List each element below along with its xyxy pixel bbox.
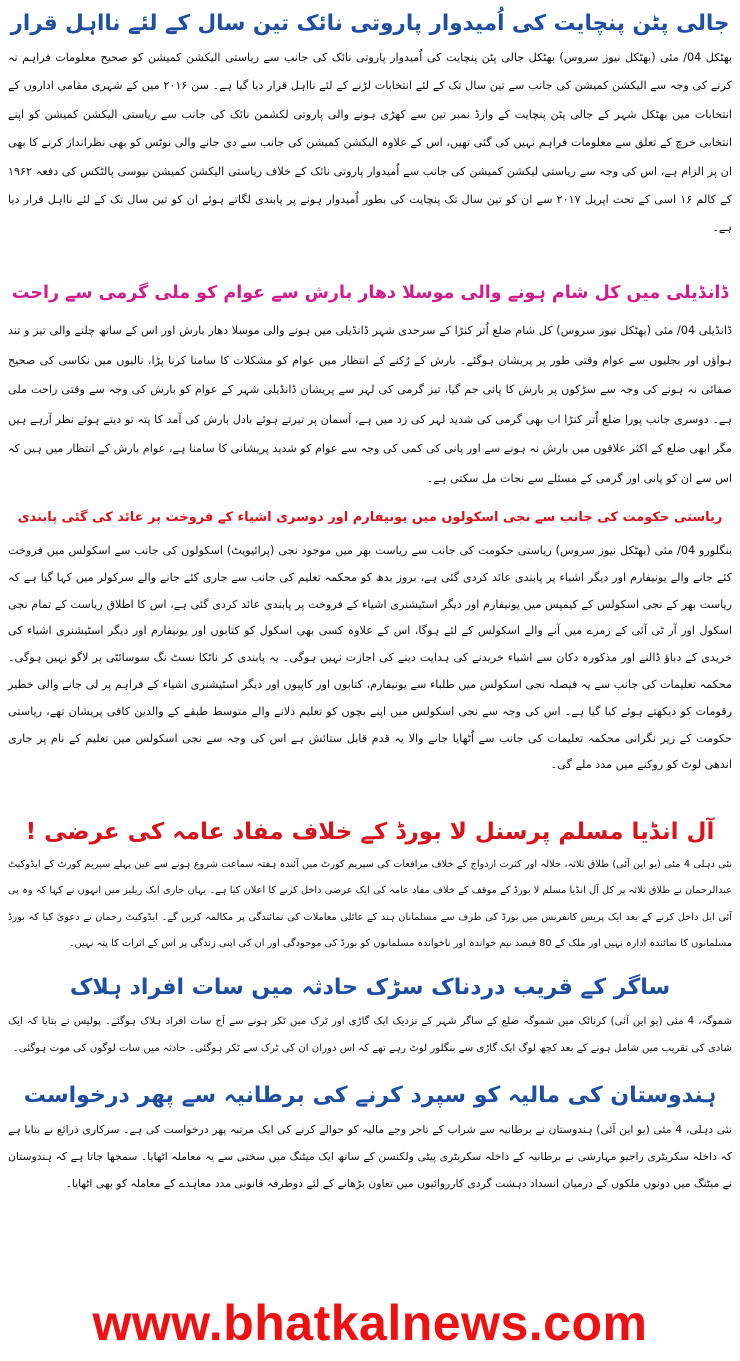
body-school-uniform-ban: بنگلورو 04/ مئی (بھٹکل نیوز سروس) ریاستی حکومت کی جانب سے ریاست بھر میں موجود نجی (پرائیویٹ) اسکولوں کی جانب سے اسکولس میں فروخت کئے جانے والے یونیفارم اور دیگر اشیاء پر پابندی عائد کردی گئی ہے، بروز بدھ کو محکمہ تعلیم کی جانب سے جاری کئے جانے والے سرکولر میں کہا گیا ہے کہ ریاست بھر کے نجی اسکولس کے کیمپس میں یونیفارم اور دیگر اسٹیشنری اشیاء کے فروخت پر پابندی عائد کردی گئی ہے، اس کا اطلاق ریاست کے تمام نجی اسکول اور آر ٹی آئی کے زمرے میں آنے والے اسکولس کے لئے ہوگا، اس کے علاوہ کسی بھی اسکول کو کتابوں اور یونیفارم اور دیگر اسٹیشنری اشیاء کی خریدی کے دباؤ ڈالنے اور مذکورہ دکان سے اشیاء خریدنے کی ہدایت دینے کی اجازت نہیں ہوگی۔ یہ پابندی کر ناٹکا نسٹ نگ سوسائٹی پر لاگو نہیں ہوگی۔ محکمہ تعلیمات کی جانب سے یہ فیصلہ نجی اسکولس میں طلباء سے یونیفارم، کتابوں اور کاپیوں اور دیگر اسٹیشنری اشیاء کے فراہم پر لی جانے والی خطیر رقومات کو دیکھتے ہوئے کیا گیا ہے۔ اس کی وجہ سے نجی اسکولس میں اپنے بچوں کو تعلیم دلانے والے متوسط طبقے کے والدین کافی پریشان تھے، ریاستی حکومت کے زیر نگرانی محکمہ تعلیمات کی جانب سے اُٹھایا جانے والا یہ قدم قابل ستائش ہے اس کی وجہ سے نجی اسکولس میں تعلیم کے نام پر جاری اندھی لوٹ کو روکنے میں مدد ملے گی۔ xyxy=(8,544,732,772)
article-dandeli-rain xyxy=(6,270,734,494)
body-jali-pattan: بھٹکل 04/ مئی (بھٹکل نیوز سروس) بھٹکل جالی پٹن پنچایت کی اُمیدوار پاروتی نائک کی جانب سے ریاستی الیکشن کمیشن کو صحیح معلومات فراہم نہ کرنے کی وجہ سے الیکشن کمیشن کی جانب سے تین سال تک کے لئے انتخابات لڑنے کے لئے نااہل قرار دیا گیا ہے۔ سن ۲۰۱۶ میں کے شہری مقامی اداروں کے انتخابات میں بھٹکل شہر کے جالی پٹن پنچایت کے وارڈ نمبر تین سے کھڑی ہونے والی پاروتی لکشمن نائک کی جانب سے ریاستی الیکشن کمیشن کو اپنے انتخابی خرچ کے تعلق سے معلومات فراہم نہیں کی گئی تھیں، اس کے علاوہ الیکشن کمیشن کی جانب سے دی جانے والی نوٹس کو بھی نظرانداز کرنے کا بھی ان پر الزام ہے، اس کی وجہ سے ریاستی لیکشن کمیشن کی جانب سے اُمیدوار پاروتی نائک کے خلاف ریاستی الیکشن کمیشن نیوسی پالٹکس کی دفعہ ۱۹۶۲ کے کالم ۱۶ اسی کے تحت اپریل ۲۰۱۷ سے ان کو تین سال تک پنچایت کی بطور اُمیدوار ہونے پر پابندی لگاتے ہوئے ان کو تین سال تک کے لئے نااہل قرار دیا ہے۔ xyxy=(8,51,733,235)
article-personal-law-board xyxy=(6,812,734,960)
article-sagar-accident xyxy=(6,968,734,1070)
article-mallya-extradition xyxy=(6,1076,734,1206)
headline-personal-law-board: آل انڈیا مسلم پرسنل لا بورڈ کے خلاف مفاد عامہ کی عرضی ! xyxy=(25,819,715,845)
article-jali-pattan xyxy=(6,4,734,264)
body-mallya-extradition: نئی دہلی، 4 مئی (یو این آئی) ہندوستان نے برطانیہ سے شراب کے تاجر وجے مالیہ کو حوالے کرنے کی ایک مرتبہ پھر درخواست کی ہے۔ سرکاری ذرائع نے بتایا ہے کہ داخلہ سکریٹری راجیو مہارشی نے برطانیہ کے داخلہ سکریٹری پیٹی ولکنسن کے ساتھ ایک میٹنگ میں سختی سے یہ معاملہ اٹھایا۔ سمجھا جاتا ہے کہ ہندوستان نے میٹنگ میں دونوں ملکوں کے درمیان انسداد دہشت گردی کارروائیوں میں تعاون بڑھانے کے لئے دوطرفہ قانونی مدد معاہدے کے معاملہ کو بھی اٹھایا۔ xyxy=(8,1123,732,1190)
footer-website-url[interactable]: www.bhatkalnews.com xyxy=(92,1295,648,1351)
body-sagar-accident: شموگہ، 4 مئی (یو این آئی) کرناٹک میں شموگہ ضلع کے ساگر شہر کے نزدیک ایک گاڑی اور ٹرک میں ٹکر ہونے سے آج سات افراد ہلاک ہوگئے۔ پولیس نے بتایا کہ ایک شادی کی تقریب میں شامل ہونے کے بعد کچھ لوگ ایک گاڑی سے بنگلور لوٹ رہے تھے کہ اس دوران ان کی ٹرک سے ٹکر ہوگئی۔ حادثہ میں سات لوگوں کی موت ہوگئی۔ xyxy=(8,1016,732,1054)
headline-dandeli-rain: ڈانڈیلی میں کل شام ہونے والی موسلا دھار بارش سے عوام کو ملی گرمی سے راحت xyxy=(11,283,729,303)
body-dandeli-rain: ڈانڈیلی 04/ مئی (بھٹکل نیوز سروس) کل شام ضلع اُتر کنڑا کے سرحدی شہر ڈانڈیلی میں ہونے والی موسلا دھار بارش اور اس کے ساتھ چلنے والی تیز و تند ہواؤں اور بجلیوں سے عوام وقتی طور پر پریشان ہوگئے۔ بارش کے رُکنے کے انتظار میں عوام کو مشکلات کا سامنا کرنا پڑا، نالیوں میں نکاسی کی صحیح صفائی نہ ہونے کی وجہ سے سڑکوں پر بارش کا پانی جم گیا، تیز گرمی کی لہر سے پریشان ڈانڈیلی شہر کے عوام کو بارش کی وجہ سے وقتی راحت ملی ہے۔ دوسری جانب پورا ضلع اُتر کنڑا اب بھی گرمی کی شدید لہر کی زد میں ہے، آسمان پر تیرتے ہوئے بادل بارش کی آمد کا پتہ تو دیتے ہوئے نظر آرہے ہیں مگر ابھی ضلع کے اکثر علاقوں میں بارش نہ ہونے سے اور پانی کی کمی کی وجہ سے عوام کو شدید پریشانی کا سامنا ہے، عوام بارش کے انتظار میں ہیں کہ اس سے ان کو پانی اور گرمی کے مسئلے سے نجات مل سکتی ہے۔ xyxy=(8,324,733,485)
headline-mallya-extradition: ہندوستان کی مالیہ کو سپرد کرنے کی برطانیہ سے پھر درخواست xyxy=(23,1083,717,1108)
headline-jali-pattan: جالی پٹن پنچایت کی اُمیدوار پاروتی نائک تین سال کے لئے نااہل قرار xyxy=(10,11,730,36)
headline-sagar-accident: ساگر کے قریب دردناک سڑک حادثہ میں سات افراد ہلاک xyxy=(69,975,671,1000)
body-personal-law-board: نئی دہلی 4 مئی (یو این آئی) طلاق ثلاثہ، حلالہ اور کثرت ازدواج کے خلاف مرافعات کی سپریم کورٹ میں آئندہ ہفتہ سماعت شروع ہونے سے عین پہلے سپریم کورٹ کے ایڈوکیٹ عبدالرحمان نے طلاق ثلاثہ پر کل آل انڈیا مسلم لا بورڈ کے موقف کے خلاف مفاد عامہ کی ایک عرضی داخل کرنے کا اعلان کیا ہے۔ یہاں جاری ایک ریلیز میں انہوں نے کہا کہ وہ پی آئی ایل داخل کرنے کے بعد ایک پریس کانفرنس میں بورڈ کی طرف سے مسلمانان ہند کے عائلی معاملات کی نمائندگی پر مکالمہ کریں گے۔ ایڈوکیٹ رحمان نے دعویٰ کیا کہ بورڈ مسلمانوں کا نمائندہ ادارہ نہیں اور ملک کے 80 فیصد نیم خواندہ اور ناخواندہ مسلمانوں کو بورڈ کی موجودگی اور ان کی اپنی زندگی پر اس کے اثرات کا پتہ نہیں۔ xyxy=(8,859,733,950)
headline-school-uniform-ban: ریاستی حکومت کی جانب سے نجی اسکولوں میں یونیفارم اور دوسری اشیاء کے فروخت پر عائد کی گئی پابندی xyxy=(17,510,723,525)
article-school-uniform-ban xyxy=(6,498,734,808)
